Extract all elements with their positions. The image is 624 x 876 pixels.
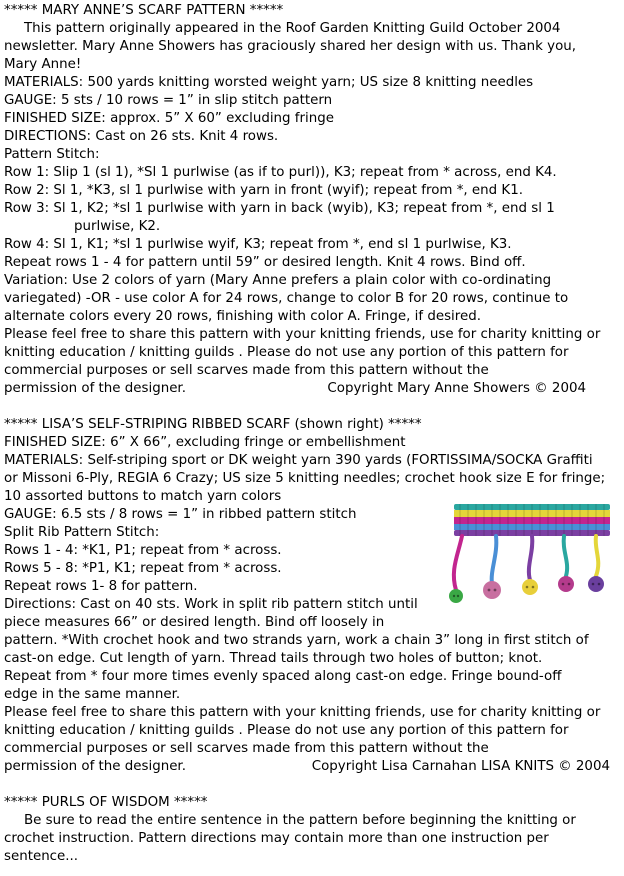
row-3-continuation: purlwise, K2. bbox=[74, 219, 161, 234]
fringe-chain bbox=[529, 536, 532, 580]
variation-line: variegated) -OR - use color A for 24 rows, change to color B for 20 rows, continue to bbox=[4, 291, 569, 306]
repeat-line: Repeat rows 1- 8 for pattern. bbox=[4, 579, 198, 594]
variation-line: alternate colors every 20 rows, finishing with color A. Fringe, if desired. bbox=[4, 309, 481, 324]
finished-size-line: FINISHED SIZE: 6” X 66”, excluding fringe or embellishment bbox=[4, 435, 406, 450]
copyright-notice: Copyright Lisa Carnahan LISA KNITS © 2004 bbox=[311, 759, 610, 774]
row-2-instruction: Row 2: Sl 1, *K3, sl 1 purlwise with yarn in front (wyif); repeat from *, end K1. bbox=[4, 183, 523, 198]
row-3-instruction: Row 3: Sl 1, K2; *sl 1 purlwise with yarn in back (wyib), K3; repeat from *, end sl 1 bbox=[4, 201, 555, 216]
share-notice-line: commercial purposes or sell scarves made from this pattern without the bbox=[4, 363, 489, 378]
purls-of-wisdom-section bbox=[4, 794, 618, 866]
pattern-stitch-heading: Split Rib Pattern Stitch: bbox=[4, 525, 160, 540]
copyright-row bbox=[4, 380, 618, 398]
button-icon bbox=[558, 576, 574, 592]
copyright-row bbox=[4, 758, 618, 776]
fringe-buttons bbox=[449, 576, 604, 603]
share-notice-line: knitting education / knitting guilds . Please do not use any portion of this pattern for bbox=[4, 723, 569, 738]
section-title: ***** PURLS OF WISDOM ***** bbox=[4, 795, 208, 810]
directions-line: piece measures 66” or desired length. Bind off loosely in bbox=[4, 615, 385, 630]
copyright-notice: Copyright Mary Anne Showers © 2004 bbox=[327, 381, 586, 396]
fringe-chain bbox=[564, 536, 567, 576]
row-4-instruction: Row 4: Sl 1, K1; *sl 1 purlwise wyif, K3; repeat from *, end sl 1 purlwise, K3. bbox=[4, 237, 512, 252]
share-notice-line: permission of the designer. bbox=[4, 759, 186, 774]
gauge-line: GAUGE: 5 sts / 10 rows = 1” in slip stitch pattern bbox=[4, 93, 333, 108]
document-page bbox=[4, 2, 618, 866]
share-notice-line: permission of the designer. bbox=[4, 381, 186, 396]
section-title: ***** LISA’S SELF-STRIPING RIBBED SCARF (shown right) ***** bbox=[4, 417, 422, 432]
intro-line: Mary Anne! bbox=[4, 57, 82, 72]
gauge-line: GAUGE: 6.5 sts / 8 rows = 1” in ribbed pattern stitch bbox=[4, 507, 357, 522]
directions-line: Directions: Cast on 40 sts. Work in split rib pattern stitch until bbox=[4, 597, 418, 612]
intro-line: This pattern originally appeared in the Roof Garden Knitting Guild October 2004 bbox=[24, 21, 561, 36]
share-notice-line: Please feel free to share this pattern with your knitting friends, use for charity knitting or bbox=[4, 327, 601, 342]
directions-line: DIRECTIONS: Cast on 26 sts. Knit 4 rows. bbox=[4, 129, 279, 144]
directions-line: edge in the same manner. bbox=[4, 687, 181, 702]
intro-line: newsletter. Mary Anne Showers has graciously shared her design with us. Thank you, bbox=[4, 39, 577, 54]
directions-line: Repeat from * four more times evenly spaced along cast-on edge. Fringe bound-off bbox=[4, 669, 562, 684]
fringe-chain bbox=[492, 536, 497, 584]
scarf-photo bbox=[446, 500, 618, 612]
wisdom-line: sentence... bbox=[4, 849, 79, 864]
materials-line: MATERIALS: Self-striping sport or DK weight yarn 390 yards (FORTISSIMA/SOCKA Graffiti bbox=[4, 453, 593, 468]
rows-5-8-instruction: Rows 5 - 8: *P1, K1; repeat from * across. bbox=[4, 561, 282, 576]
button-icon bbox=[522, 579, 538, 595]
finished-size-line: FINISHED SIZE: approx. 5” X 60” excluding fringe bbox=[4, 111, 334, 126]
row-1-instruction: Row 1: Slip 1 (sl 1), *Sl 1 purlwise (as if to purl)), K3; repeat from * across, end K4. bbox=[4, 165, 557, 180]
section-title: ***** MARY ANNE’S SCARF PATTERN ***** bbox=[4, 3, 284, 18]
materials-line: or Missoni 6-Ply, REGIA 6 Crazy; US size 5 knitting needles; crochet hook size E for fringe; bbox=[4, 471, 606, 486]
share-notice-line: commercial purposes or sell scarves made from this pattern without the bbox=[4, 741, 489, 756]
materials-line: 10 assorted buttons to match yarn colors bbox=[4, 489, 282, 504]
button-icon bbox=[483, 581, 501, 599]
button-icon bbox=[588, 576, 604, 592]
wisdom-line: Be sure to read the entire sentence in the pattern before beginning the knitting or bbox=[24, 813, 576, 828]
materials-line: MATERIALS: 500 yards knitting worsted weight yarn; US size 8 knitting needles bbox=[4, 75, 534, 90]
button-icon bbox=[449, 589, 463, 603]
fringe-chain bbox=[596, 536, 599, 576]
wisdom-line: crochet instruction. Pattern directions may contain more than one instruction per bbox=[4, 831, 549, 846]
pattern-stitch-heading: Pattern Stitch: bbox=[4, 147, 100, 162]
share-notice-line: Please feel free to share this pattern with your knitting friends, use for charity knitting or bbox=[4, 705, 601, 720]
variation-line: Variation: Use 2 colors of yarn (Mary Anne prefers a plain color with co-ordinating bbox=[4, 273, 552, 288]
mary-anne-scarf-section bbox=[4, 2, 618, 398]
fringe-chain bbox=[454, 536, 462, 590]
repeat-line: Repeat rows 1 - 4 for pattern until 59” or desired length. Knit 4 rows. Bind off. bbox=[4, 255, 526, 270]
directions-line: pattern. *With crochet hook and two strands yarn, work a chain 3” long in first stitch of bbox=[4, 633, 589, 648]
directions-line: cast-on edge. Cut length of yarn. Thread tails through two holes of button; knot. bbox=[4, 651, 543, 666]
rows-1-4-instruction: Rows 1 - 4: *K1, P1; repeat from * across. bbox=[4, 543, 282, 558]
share-notice-line: knitting education / knitting guilds . Please do not use any portion of this pattern for bbox=[4, 345, 569, 360]
